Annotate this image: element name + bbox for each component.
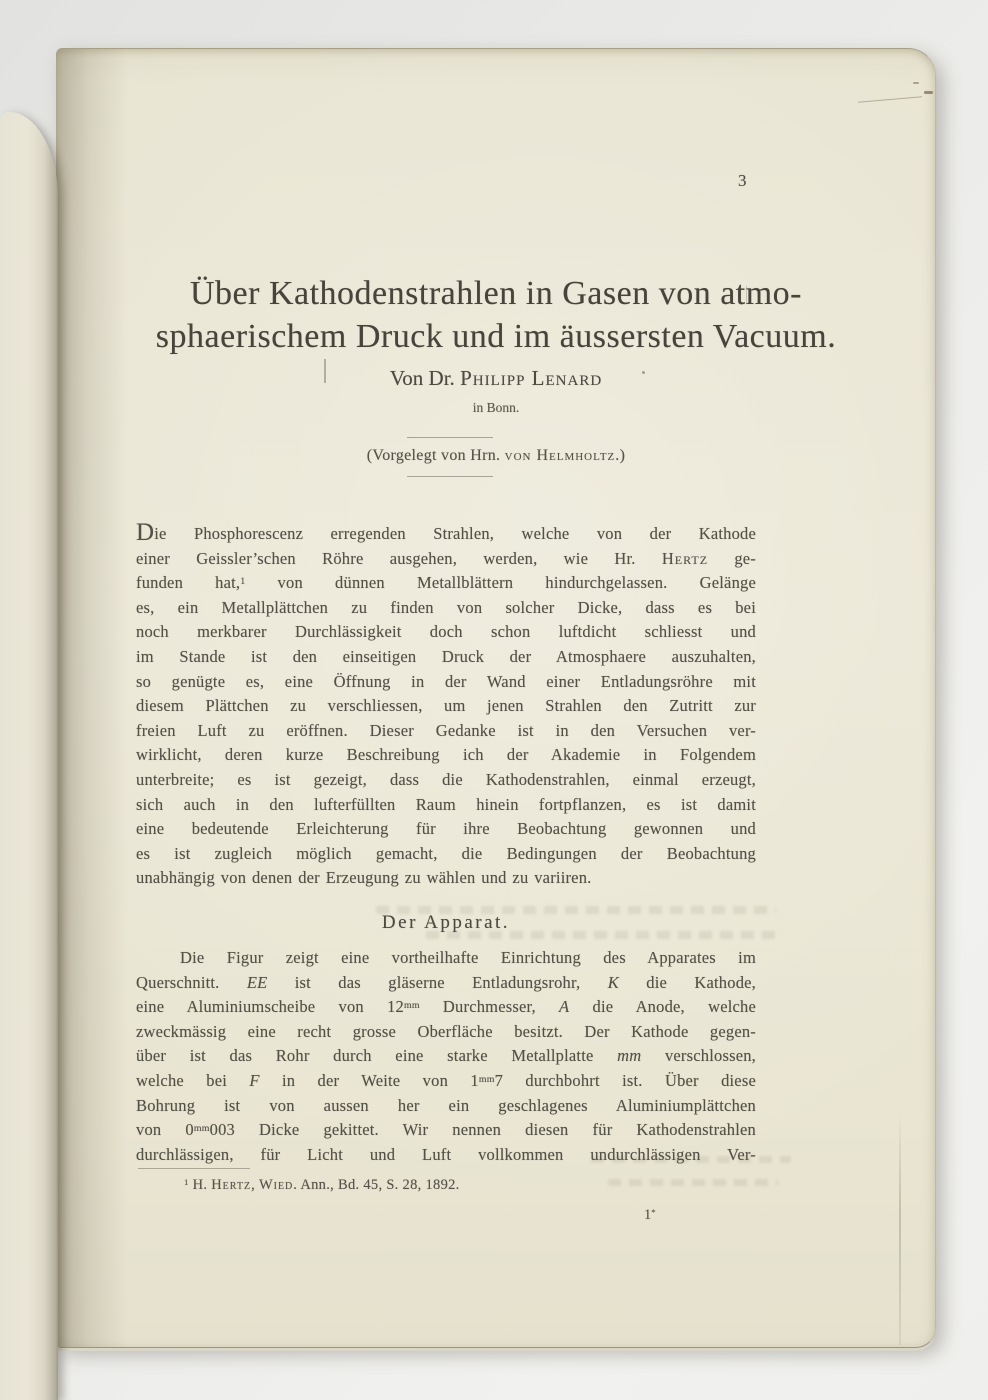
text-line (136, 995, 756, 1020)
text-segment: zweckmässig eine recht grosse Oberfläche besitzt. Der Kathode gegen- (136, 1021, 756, 1041)
scanned-page (56, 48, 936, 1348)
text-line (136, 946, 756, 971)
text-segment: mm (617, 1046, 642, 1066)
text-segment: 1 (184, 1177, 189, 1188)
divider-rule-top (407, 437, 493, 438)
text-line (136, 743, 756, 768)
text-segment: es, ein Metallplättchen zu finden von solcher Dicke, dass es bei (136, 597, 756, 617)
text-line (136, 793, 756, 818)
text-segment: wirklicht, deren kurze Beschreibung ich der Akademie in Folgendem (136, 745, 756, 765)
text-line (136, 971, 756, 996)
footnote (136, 1177, 756, 1194)
affiliation: in Bonn. (472, 400, 520, 415)
ink-smudge (924, 91, 933, 94)
text-line (136, 817, 756, 842)
divider-rule-bottom (407, 476, 493, 477)
title-line-2: sphaerischem Druck und im äussersten Vacuum. (155, 318, 837, 355)
text-segment: (Vorgelegt von Hrn. (366, 447, 505, 464)
gutter-shadow (56, 49, 128, 1347)
text-segment: von Helmholtz (504, 447, 616, 464)
text-line (136, 866, 756, 891)
text-segment: von dünnen Metallblättern hindurchgelassen. Gelänge (245, 573, 756, 593)
text-segment: welche bei (136, 1070, 250, 1090)
text-segment: in der Weite von 1 (259, 1070, 479, 1090)
text-segment: F (249, 1070, 260, 1090)
text-line (136, 620, 756, 645)
text-segment: Durchmesser, (419, 997, 560, 1017)
text-segment: freien Luft zu eröffnen. Dieser Gedanke ist in den Versuchen ver- (136, 720, 756, 740)
text-segment: eine bedeutende Erleichterung für ihre Beobachtung gewonnen und (136, 819, 756, 839)
scratch-mark (858, 96, 922, 103)
text-segment: so genügte es, eine Öffnung in der Wand einer Entladungsröhre mit (136, 671, 756, 691)
text-segment: mm (478, 1073, 495, 1085)
text-line (136, 645, 756, 670)
text-line (136, 768, 756, 793)
text-segment: ie Phosphorescenz erregenden Strahlen, welche von der Kathode (154, 524, 756, 543)
text-segment: Hertz (661, 548, 709, 568)
text-segment: Von Dr. (389, 366, 461, 390)
text-segment: A (559, 997, 570, 1017)
paragraph-apparatus (136, 946, 756, 1167)
text-segment: . Ann., Bd. 45, S. 28, 1892. (293, 1177, 460, 1193)
text-segment: 003 Dicke gekittet. Wir nennen diesen für Kathodenstrahlen (209, 1120, 757, 1140)
section-heading: Der Apparat. (381, 912, 511, 933)
text-line (136, 842, 756, 867)
text-segment: ge- (708, 548, 756, 568)
text-line (136, 547, 756, 572)
text-segment: Querschnitt. (136, 972, 247, 992)
text-segment: , (251, 1177, 259, 1193)
text-line (136, 1069, 756, 1094)
text-line (136, 596, 756, 621)
text-segment: noch merkbarer Durchlässigkeit doch schon luftdicht schliesst und (136, 622, 756, 642)
text-segment: K (607, 972, 619, 992)
paragraph-intro (136, 519, 756, 891)
footnote-rule (138, 1168, 250, 1169)
text-segment: die Kathode, (618, 972, 756, 992)
text-line (136, 571, 756, 596)
text-segment: über ist das Rohr durch eine starke Metallplatte (136, 1046, 618, 1066)
text-segment: verschlossen, (641, 1046, 756, 1066)
text-segment: diesem Plättchen zu verschliessen, um jenen Strahlen den Zutritt zur (136, 696, 756, 716)
signature-number: 1 (644, 1207, 652, 1223)
text-segment: funden hat, (136, 573, 241, 593)
text-line (136, 670, 756, 695)
text-line (136, 1020, 756, 1045)
text-line (136, 694, 756, 719)
text-segment: unterbreite; es ist gezeigt, dass die Kathodenstrahlen, einmal erzeugt, (136, 769, 756, 789)
article-title (96, 272, 896, 358)
text-line (136, 1118, 756, 1143)
text-segment: ist das gläserne Entladungsrohr, (267, 972, 608, 992)
signature-star: * (651, 1207, 656, 1218)
text-line (136, 1044, 756, 1069)
text-segment: eine Aluminiumscheibe von 12 (136, 997, 404, 1017)
text-segment: von 0 (136, 1120, 194, 1140)
text-line (136, 1143, 756, 1168)
previous-page-curl (0, 112, 58, 1400)
text-segment: einer Geissler’schen Röhre ausgehen, werden, wie Hr. (136, 548, 662, 568)
page-number: 3 (738, 171, 747, 190)
text-segment: unabhängig von denen der Erzeugung zu wählen und zu variiren. (136, 868, 592, 888)
presented-line (146, 447, 846, 465)
text-segment: mm (403, 999, 420, 1011)
text-segment: EE (246, 972, 268, 992)
text-segment: H. (188, 1177, 212, 1193)
text-segment: Bohrung ist von aussen her ein geschlagenes Aluminiumplättchen (136, 1095, 756, 1115)
signature-mark (644, 1207, 656, 1224)
text-segment: sich auch in den lufterfüllten Raum hinein fortpflanzen, es ist damit (136, 794, 756, 814)
text-segment: mm (193, 1122, 210, 1134)
text-line (136, 519, 756, 547)
text-segment: Hertz (211, 1177, 252, 1193)
text-segment: es ist zugleich möglich gemacht, die Bedingungen der Beobachtung (136, 843, 756, 863)
text-line (136, 719, 756, 744)
text-segment: 1 (240, 575, 246, 587)
page-crease (899, 1110, 901, 1345)
ink-smudge (913, 82, 919, 84)
text-segment: Philipp Lenard (460, 366, 603, 390)
text-line (136, 1094, 756, 1119)
text-segment: Die Figur zeigt eine vortheilhafte Einrichtung des Apparates im (180, 948, 756, 967)
text-segment: im Stande ist den einseitigen Druck der Atmosphaere auszuhalten, (136, 646, 756, 666)
text-segment: Wied (258, 1177, 294, 1193)
text-segment: .) (615, 447, 626, 464)
text-segment: D (136, 519, 155, 546)
text-segment: die Anode, welche (569, 997, 756, 1017)
text-segment: durchlässigen, für Licht und Luft vollkommen undurchlässigen Ver- (136, 1144, 756, 1164)
text-segment: 7 durchbohrt ist. Über diese (494, 1070, 756, 1090)
title-line-1: Über Kathodenstrahlen in Gasen von atmo- (190, 275, 802, 312)
byline (146, 366, 846, 391)
